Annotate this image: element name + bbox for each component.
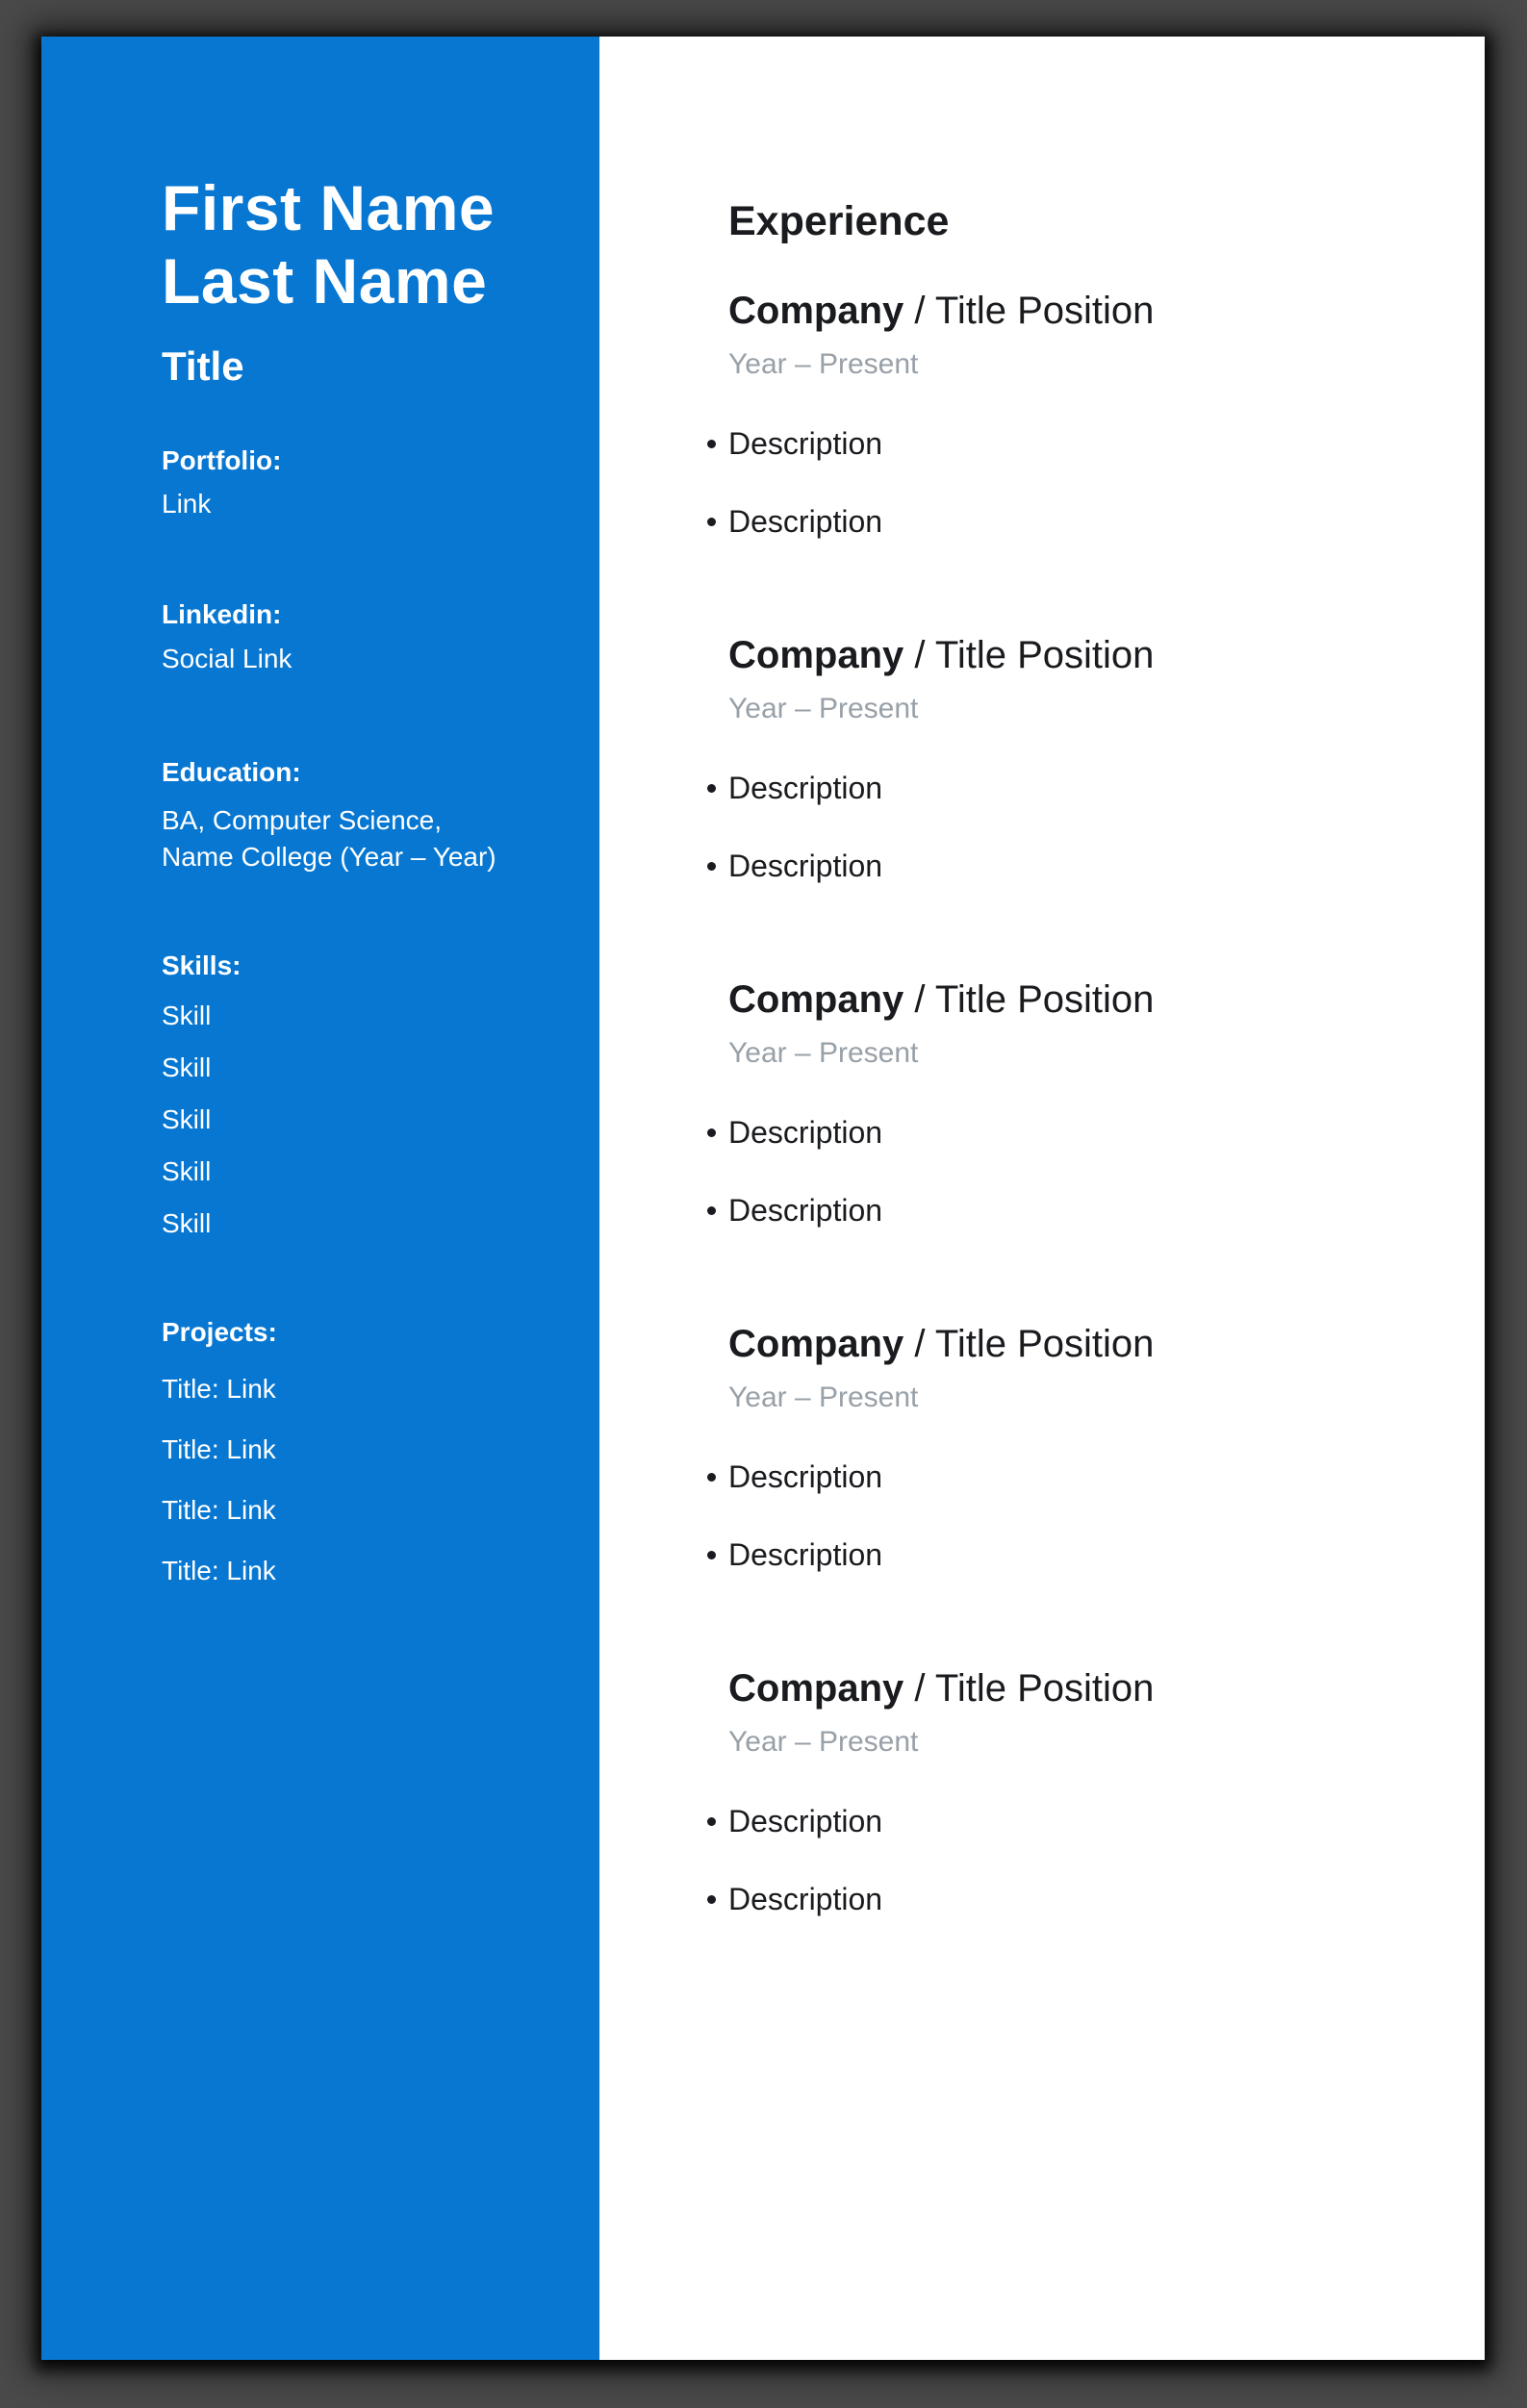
description-text: Description (728, 1537, 883, 1572)
entry-period: Year – Present (728, 1037, 919, 1069)
skills-label: Skills: (162, 951, 242, 980)
entry-descriptions (728, 1457, 1446, 1574)
portfolio-label: Portfolio: (162, 445, 282, 475)
position-title: / Title Position (914, 1323, 1155, 1365)
education-section (162, 756, 546, 875)
project-item: Title: Link (162, 1556, 276, 1585)
description-text: Description (728, 426, 883, 461)
description-text: Description (728, 1115, 883, 1150)
experience-entry (728, 288, 1446, 541)
bullet-icon (707, 1128, 716, 1137)
education-details (162, 802, 546, 875)
bullet-icon (707, 784, 716, 793)
description-item (728, 847, 1446, 885)
candidate-name (162, 171, 546, 317)
company-name: Company (728, 978, 904, 1021)
entry-heading (728, 1665, 1446, 1711)
description-item (728, 1457, 1446, 1496)
company-name: Company (728, 290, 904, 332)
description-item (728, 1535, 1446, 1574)
linkedin-label: Linkedin: (162, 599, 282, 629)
company-name: Company (728, 1323, 904, 1365)
entry-descriptions (728, 1802, 1446, 1918)
description-text: Description (728, 1459, 883, 1494)
company-name: Company (728, 1667, 904, 1710)
position-title: / Title Position (914, 634, 1155, 676)
bullet-icon (707, 862, 716, 871)
entry-heading (728, 288, 1446, 334)
entry-period: Year – Present (728, 1726, 919, 1758)
experience-entry (728, 976, 1446, 1229)
skills-section (162, 950, 546, 1240)
entry-period: Year – Present (728, 348, 919, 380)
projects-list (162, 1373, 546, 1587)
bullet-icon (707, 518, 716, 526)
description-item (728, 424, 1446, 463)
description-text: Description (728, 1193, 883, 1228)
description-text: Description (728, 1882, 883, 1916)
description-item (728, 1191, 1446, 1229)
description-text: Description (728, 1804, 883, 1838)
experience-entry (728, 1665, 1446, 1918)
project-item: Title: Link (162, 1434, 276, 1464)
entry-period: Year – Present (728, 1381, 919, 1413)
education-school: Name College (Year – Year) (162, 842, 496, 872)
company-name: Company (728, 634, 904, 676)
skill-item: Skill (162, 1208, 212, 1238)
position-title: / Title Position (914, 1667, 1155, 1710)
bullet-icon (707, 1473, 716, 1482)
entry-heading (728, 1321, 1446, 1367)
entry-descriptions (728, 769, 1446, 885)
project-item: Title: Link (162, 1374, 276, 1404)
skill-item: Skill (162, 1156, 212, 1186)
project-item: Title: Link (162, 1495, 276, 1525)
description-text: Description (728, 771, 883, 805)
entry-heading (728, 632, 1446, 678)
education-label: Education: (162, 757, 301, 787)
bullet-icon (707, 1551, 716, 1559)
portfolio-section (162, 444, 546, 520)
experience-column (599, 37, 1485, 2360)
candidate-title: Title (162, 343, 244, 389)
position-title: / Title Position (914, 290, 1155, 332)
entry-period: Year – Present (728, 693, 919, 724)
linkedin-section (162, 598, 546, 675)
portfolio-link: Link (162, 489, 212, 519)
description-item (728, 1880, 1446, 1918)
skill-item: Skill (162, 1104, 212, 1134)
bullet-icon (707, 1817, 716, 1826)
projects-section (162, 1316, 546, 1587)
description-item (728, 769, 1446, 807)
last-name: Last Name (162, 245, 488, 317)
description-item (728, 1113, 1446, 1152)
linkedin-link: Social Link (162, 644, 293, 673)
position-title: / Title Position (914, 978, 1155, 1021)
experience-entry (728, 632, 1446, 885)
resume-page (41, 37, 1485, 2360)
education-degree: BA, Computer Science, (162, 805, 443, 835)
skills-list (162, 1000, 546, 1240)
skill-item: Skill (162, 1001, 212, 1030)
experience-heading: Experience (728, 198, 950, 244)
description-item (728, 502, 1446, 541)
projects-label: Projects: (162, 1317, 277, 1347)
first-name: First Name (162, 172, 496, 243)
bullet-icon (707, 440, 716, 448)
experience-entry (728, 1321, 1446, 1574)
entry-descriptions (728, 424, 1446, 541)
sidebar (41, 37, 599, 2360)
description-item (728, 1802, 1446, 1840)
skill-item: Skill (162, 1052, 212, 1082)
description-text: Description (728, 504, 883, 539)
entry-descriptions (728, 1113, 1446, 1229)
bullet-icon (707, 1895, 716, 1904)
bullet-icon (707, 1206, 716, 1215)
entry-heading (728, 976, 1446, 1023)
description-text: Description (728, 849, 883, 883)
